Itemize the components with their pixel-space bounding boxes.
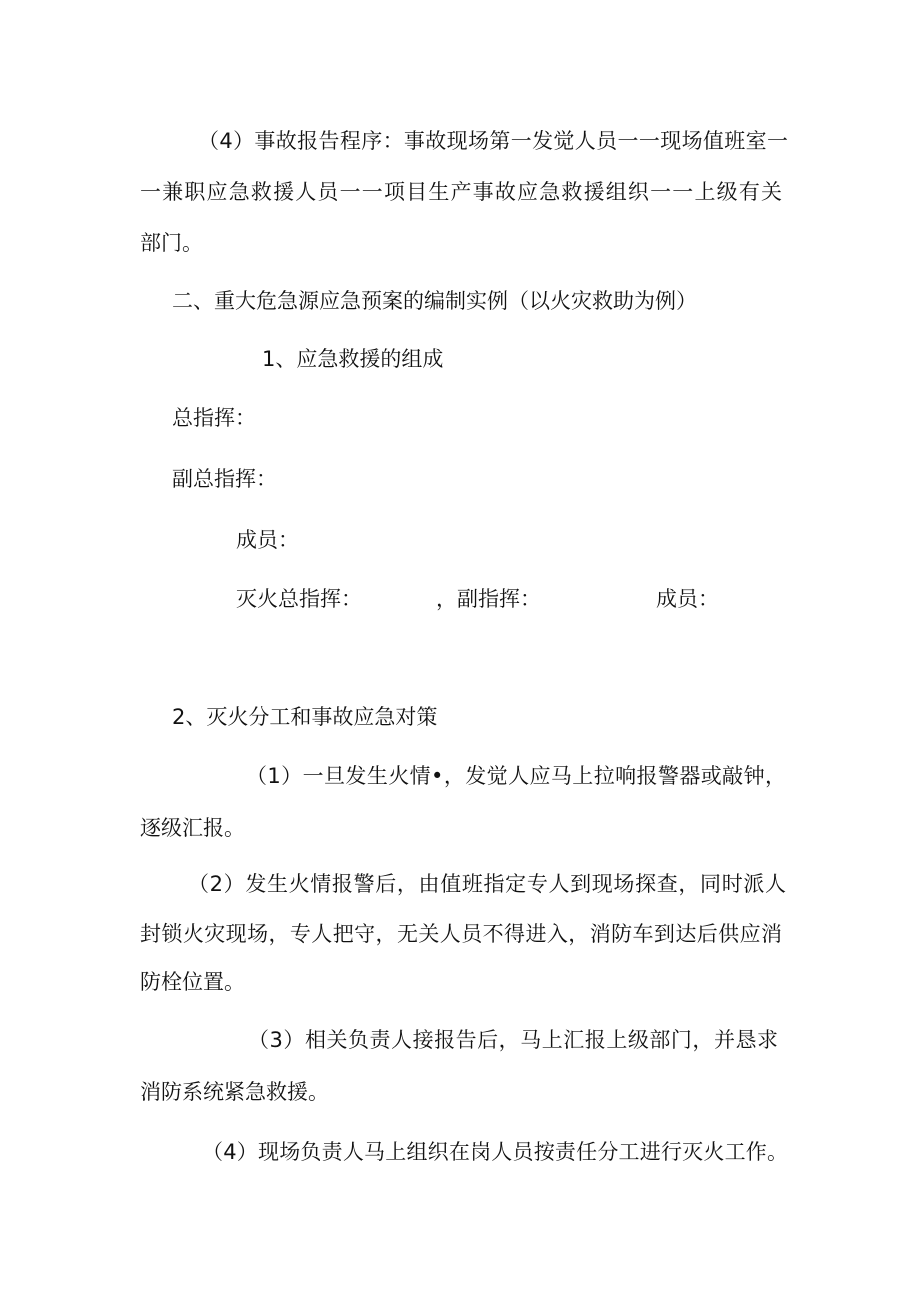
field-label: 成员： <box>656 587 719 611</box>
subsection-heading: 1、应急救援的组成 <box>262 347 444 371</box>
field-label: 成员： <box>236 528 299 552</box>
paragraph-line: （3）相关负责人接报告后，马上汇报上级部门，并恳求 <box>248 1028 778 1052</box>
paragraph-line: 一兼职应急救援人员一一项目生产事故应急救援组织一一上级有关 <box>140 180 782 204</box>
paragraph-line: （1）一旦发生火情•，发觉人应马上拉响报警器或敲钟， <box>246 764 786 788</box>
paragraph-line: 逐级汇报。 <box>140 816 245 840</box>
field-label: 副总指挥： <box>172 467 277 491</box>
paragraph-line: （4）现场负责人马上组织在岗人员按责任分工进行灭火工作。 <box>202 1140 788 1164</box>
paragraph-line: （4）事故报告程序：事故现场第一发觉人员一一现场值班室一 <box>198 129 788 153</box>
field-label: ，副指挥： <box>436 587 541 611</box>
paragraph-line: 封锁火灾现场，专人把守，无关人员不得进入，消防车到达后供应消 <box>140 922 782 946</box>
paragraph-line: 部门。 <box>140 231 203 255</box>
field-label: 总指挥： <box>172 406 256 430</box>
field-label: 灭火总指挥： <box>236 587 362 611</box>
section-heading: 二、重大危急源应急预案的编制实例（以火灾救助为例） <box>172 289 697 313</box>
paragraph-line: 消防系统紧急救援。 <box>140 1080 329 1104</box>
subsection-heading: 2、灭火分工和事故应急对策 <box>172 705 438 729</box>
paragraph-line: 防栓位置。 <box>140 970 245 994</box>
paragraph-line: （2）发生火情报警后，由值班指定专人到现场探查，同时派人 <box>188 872 786 896</box>
